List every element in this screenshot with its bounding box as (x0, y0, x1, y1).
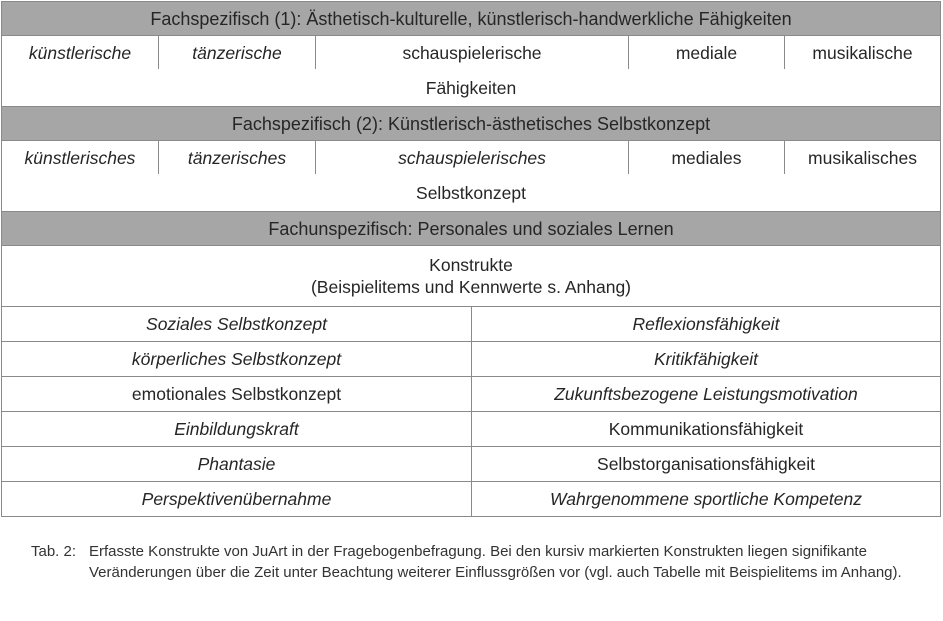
construct-right: Zukunftsbezogene Leistungsmotivation (472, 377, 941, 412)
section3-header: Fachunspezifisch: Personales und soziales Lernen (2, 212, 941, 246)
section1-footer: Fähigkeiten (2, 69, 941, 107)
construct-right: Kommunikationsfähigkeit (472, 412, 941, 447)
construct-right: Selbstorganisationsfähigkeit (472, 447, 941, 482)
construct-right: Kritikfähigkeit (472, 342, 941, 377)
section2-footer: Selbstkonzept (2, 174, 941, 212)
section2-cell-schauspielerisches: schauspielerisches (316, 141, 629, 175)
table-caption (31, 541, 921, 583)
caption-label: Tab. 2: (31, 543, 77, 560)
section1-header: Fachspezifisch (1): Ästhetisch-kulturelle, künstlerisch-handwerkliche Fähigkeiten (2, 2, 941, 36)
section2-cell-mediales: mediales (629, 141, 785, 175)
section1-cell-mediale: mediale (629, 36, 785, 70)
section2-cell-taenzerisches: tänzerisches (159, 141, 316, 175)
constructs-title: Konstrukte (429, 255, 513, 275)
section1-cell-taenzerische: tänzerische (159, 36, 316, 70)
construct-left: körperliches Selbstkonzept (2, 342, 472, 377)
construct-left: Soziales Selbstkonzept (2, 307, 472, 342)
section2-cell-musikalisches: musikalisches (785, 141, 941, 175)
constructs-heading (2, 246, 941, 307)
section2-cell-kuenstlerisches: künstlerisches (2, 141, 159, 175)
section2-header: Fachspezifisch (2): Künstlerisch-ästhetisches Selbstkonzept (2, 107, 941, 141)
construct-left: Einbildungskraft (2, 412, 472, 447)
section1-cell-kuenstlerische: künstlerische (2, 36, 159, 70)
construct-right: Reflexionsfähigkeit (472, 307, 941, 342)
construct-left: Perspektivenübernahme (2, 482, 472, 517)
caption-text: Erfasste Konstrukte von JuArt in der Fragebogenbefragung. Bei den kursiv markierten Konstrukten liegen signifikante Veränderungen über die Zeit unter Beachtung weiterer Einflussgrößen vor (vgl. auch Tabelle mit Beispielitems im Anhang). (89, 543, 902, 581)
section1-cell-musikalische: musikalische (785, 36, 941, 70)
section1-cell-schauspielerische: schauspielerische (316, 36, 629, 70)
constructs-note: (Beispielitems und Kennwerte s. Anhang) (310, 277, 632, 297)
construct-right: Wahrgenommene sportliche Kompetenz (472, 482, 941, 517)
constructs-table (1, 1, 941, 517)
construct-left: emotionales Selbstkonzept (2, 377, 472, 412)
construct-left: Phantasie (2, 447, 472, 482)
